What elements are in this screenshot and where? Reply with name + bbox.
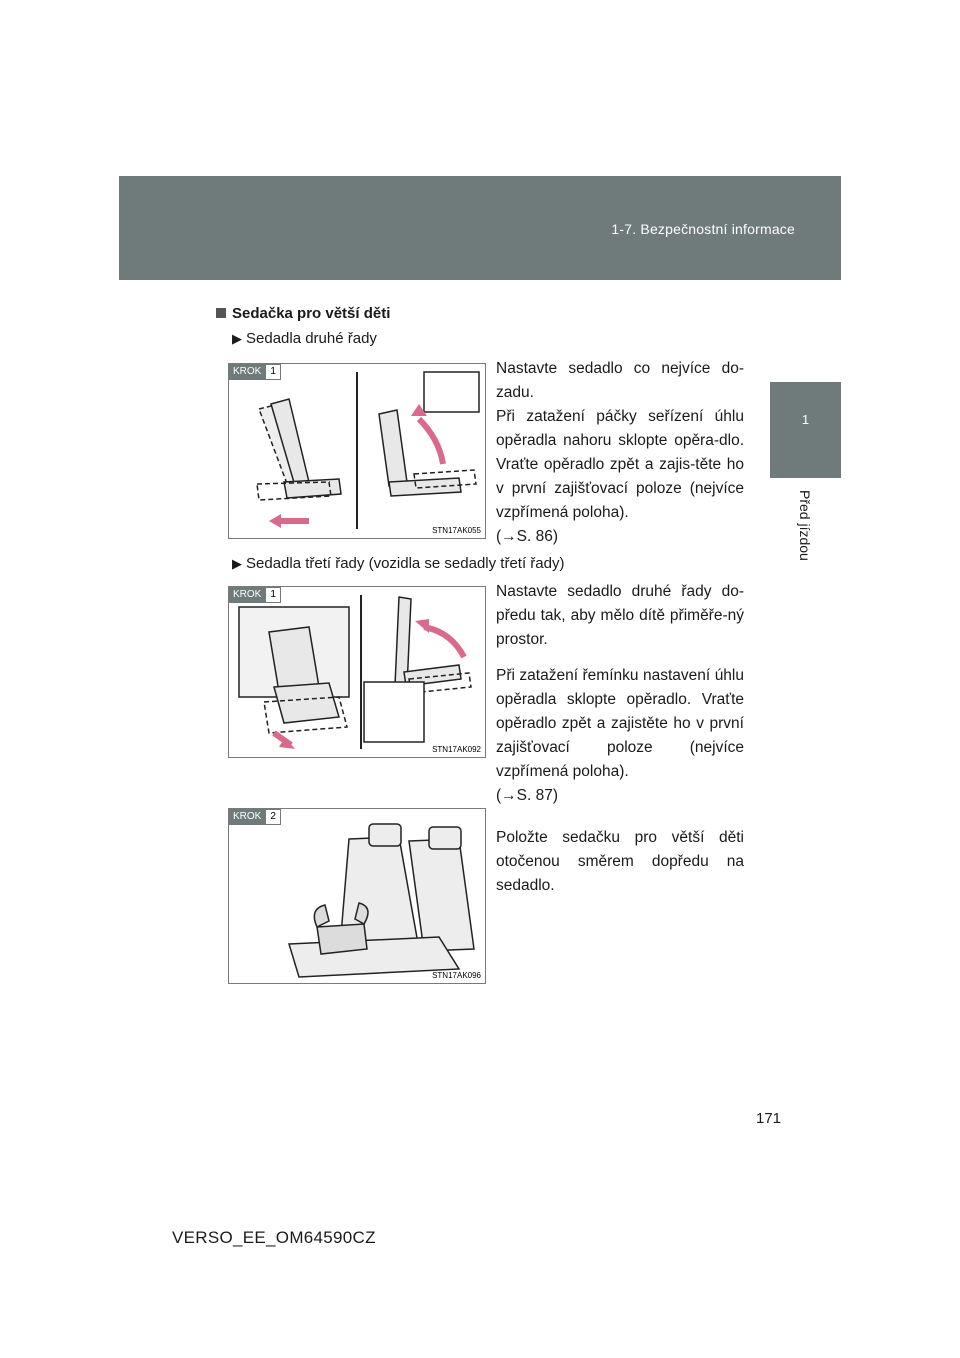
page-reference: (→S. 86) xyxy=(496,528,559,545)
seat-slide-illustration xyxy=(229,364,485,538)
header-title: 1-7. Bezpečnostní informace xyxy=(611,221,795,237)
figure-third-row-step1 xyxy=(228,586,486,758)
sub-heading-second-row: ▶ Sedadla druhé řady xyxy=(232,330,377,347)
chapter-number: 1 xyxy=(801,412,810,427)
figure-second-row-step1 xyxy=(228,363,486,539)
paragraph: Nastavte sedadlo druhé řady do-předu tak, aby mělo dítě přiměře-ný prostor. xyxy=(496,583,744,648)
sub-heading-third-row: ▶ Sedadla třetí řady (vozidla se sedadly třetí řady) xyxy=(232,555,565,572)
step-badge: KROK 1 xyxy=(229,364,281,380)
body-text-second-row xyxy=(496,357,744,561)
figure-code: STN17AK092 xyxy=(432,745,481,754)
triangle-bullet-icon: ▶ xyxy=(232,556,242,571)
body-text-step2 xyxy=(496,826,744,910)
header-band xyxy=(119,176,841,280)
paragraph: Položte sedačku pro větší děti otočenou směrem dopředu na sedadlo. xyxy=(496,829,744,894)
body-text-third-row xyxy=(496,580,744,820)
figure-code: STN17AK096 xyxy=(432,971,481,980)
document-code: VERSO_EE_OM64590CZ xyxy=(172,1228,376,1247)
third-row-seat-illustration xyxy=(229,587,485,757)
section-title-text: Sedačka pro větší děti xyxy=(232,305,391,322)
square-bullet-icon xyxy=(216,308,226,318)
paragraph: Při zatažení páčky seřízení úhlu opěradla nahoru sklopte opěra-dlo. Vraťte opěradlo zpět a zajis-těte ho v první zajišťovací poloze (nejvíce vzpřímená poloha). xyxy=(496,408,744,521)
triangle-bullet-icon: ▶ xyxy=(232,331,242,346)
paragraph: Nastavte sedadlo co nejvíce do-zadu. xyxy=(496,360,744,401)
figure-code: STN17AK055 xyxy=(432,526,481,535)
page-reference: (→S. 87) xyxy=(496,787,559,804)
chapter-label: Před jízdou xyxy=(797,490,813,561)
section-title xyxy=(216,305,390,322)
step-badge: KROK 2 xyxy=(229,809,281,825)
chapter-tab xyxy=(770,382,841,478)
step-badge: KROK 1 xyxy=(229,587,281,603)
booster-seat-illustration xyxy=(229,809,485,983)
figure-step2 xyxy=(228,808,486,984)
page-number: 171 xyxy=(756,1110,782,1127)
paragraph: Při zatažení řemínku nastavení úhlu opěradla sklopte opěradlo. Vraťte opěradlo zpět a zajistěte ho v první zajišťovací poloze (nejvíce vzpřímená poloha). xyxy=(496,667,744,780)
